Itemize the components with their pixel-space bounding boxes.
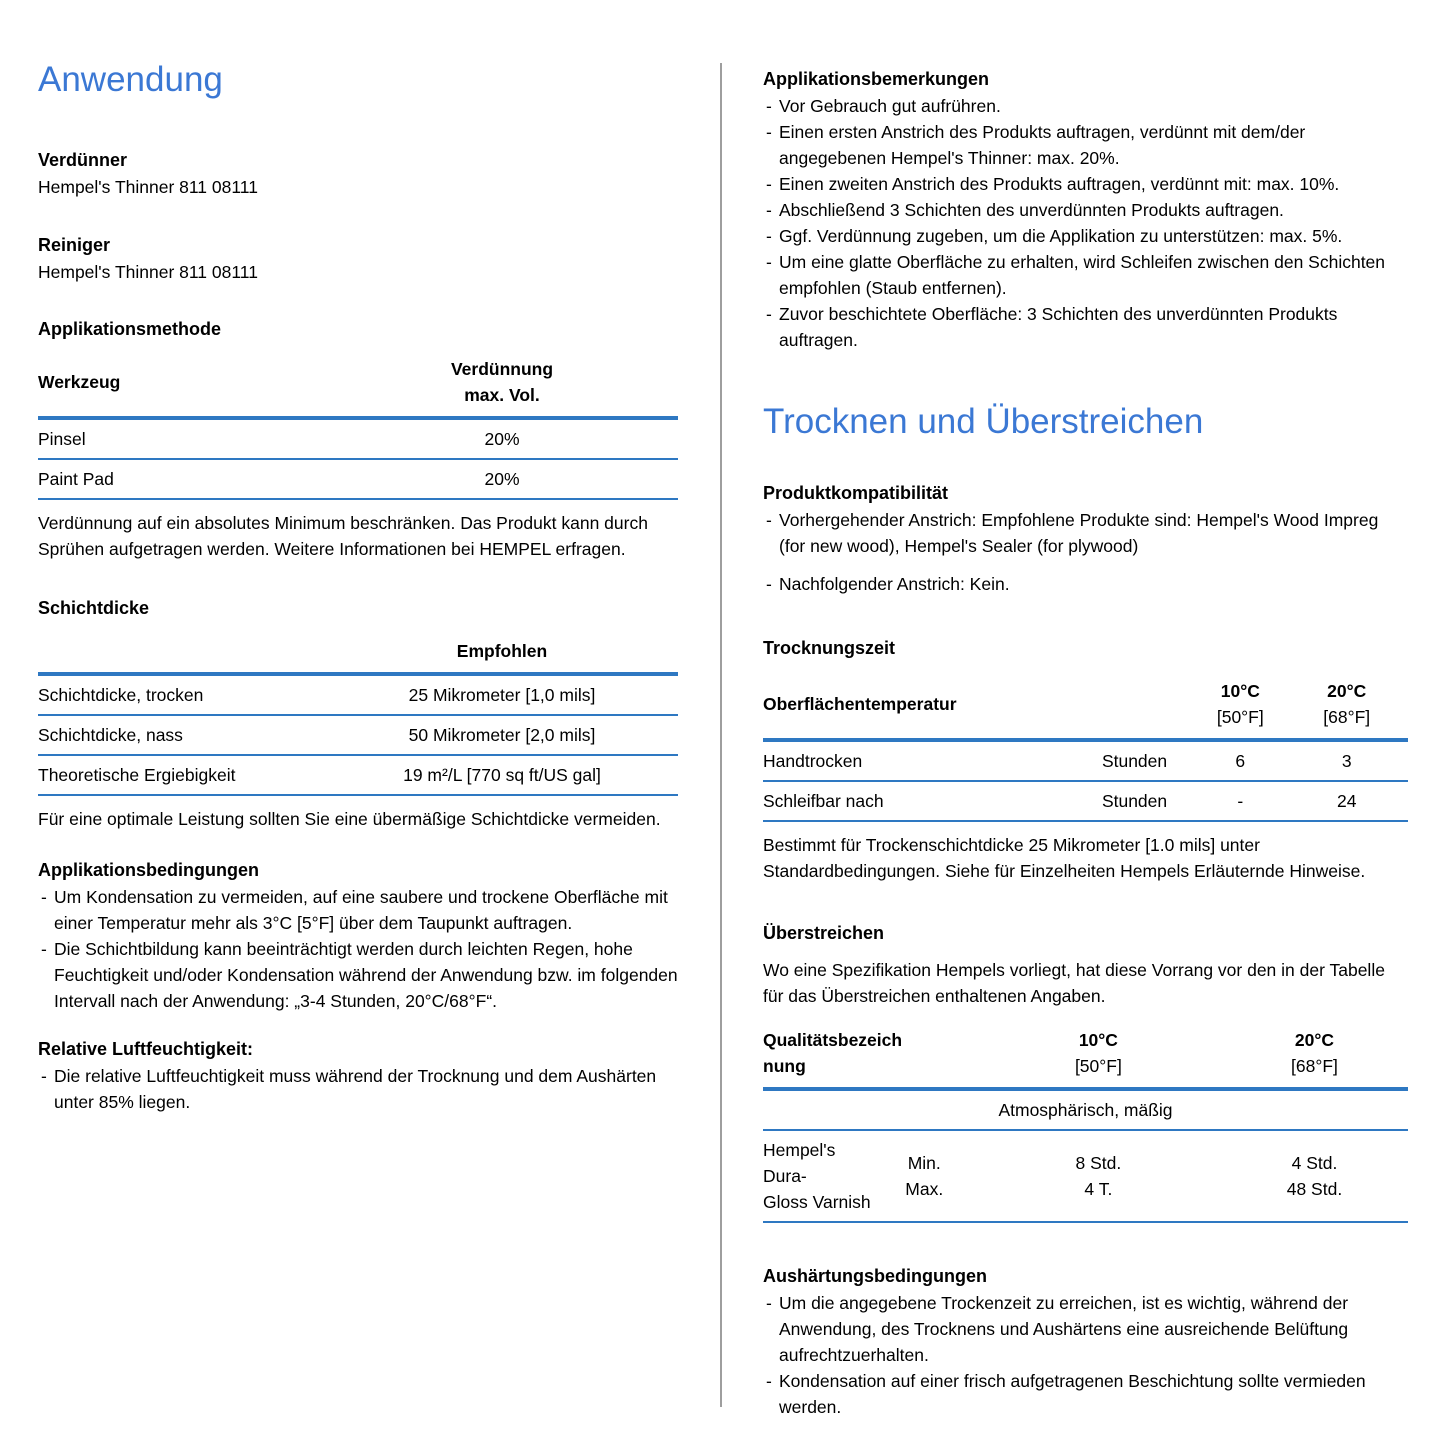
property-cell: Schleifbar nach — [763, 791, 884, 811]
bullet-marker: - — [766, 1293, 772, 1313]
unit-cell: Stunden — [1101, 791, 1168, 811]
application-method-table-header — [38, 352, 678, 420]
tool-cell: Paint Pad — [38, 469, 114, 489]
list-item: - Nachfolgender Anstrich: Kein. — [763, 571, 1408, 597]
bullet-marker: - — [766, 226, 772, 246]
value-10c-cell: 8 Std. 4 T. — [1075, 1153, 1122, 1199]
value-10c-cell: - — [1237, 791, 1244, 811]
drying-time-table — [763, 674, 1408, 822]
overcoating-table-header — [763, 1023, 1408, 1091]
bullet-marker: - — [766, 252, 772, 272]
thinner-block — [38, 147, 678, 201]
temp-20c-header: 20°C [68°F] — [1291, 1030, 1338, 1076]
bullet-marker: - — [766, 304, 772, 324]
value-cell: 25 Mikrometer [1,0 mils] — [408, 685, 596, 705]
column-divider — [720, 63, 722, 1407]
overcoating-heading: Überstreichen — [763, 923, 885, 943]
table-row — [38, 676, 678, 716]
cleaner-block — [38, 232, 678, 286]
film-thickness-table — [38, 634, 678, 796]
bullet-marker: - — [766, 1371, 772, 1391]
dilution-cell: 20% — [484, 469, 520, 489]
curing-conditions-heading: Aushärtungsbedingungen — [763, 1266, 987, 1286]
bullet-marker: - — [766, 574, 772, 594]
quality-name-header: Qualitätsbezeich nung — [763, 1030, 903, 1076]
bullet-marker: - — [766, 122, 772, 142]
drying-time-note: Bestimmt für Trockenschichtdicke 25 Mikrometer [1.0 mils] unter Standardbedingungen. Siehe für Einzelheiten Hempels Erläuternde Hinweise. — [763, 835, 1366, 881]
application-notes-heading: Applikationsbemerkungen — [763, 69, 990, 89]
temp-10c-header: 10°C [50°F] — [1074, 1030, 1122, 1076]
application-conditions-heading: Applikationsbedingungen — [38, 860, 259, 880]
application-method-table — [38, 352, 678, 500]
property-cell: Schichtdicke, nass — [38, 725, 183, 745]
dilution-note: Verdünnung auf ein absolutes Minimum beschränken. Das Produkt kann durch Sprühen aufgetragen werden. Weitere Informationen bei HEMPEL erfragen. — [38, 513, 648, 559]
value-20c-cell: 4 Std. 48 Std. — [1286, 1153, 1343, 1199]
bullet-marker: - — [41, 1066, 47, 1086]
surface-temperature-header: Oberflächentemperatur — [763, 694, 957, 714]
list-item: - Einen ersten Anstrich des Produkts auftragen, verdünnt mit dem/der angegebenen Hempel's Thinner: max. 20%. — [763, 119, 1408, 171]
value-20c-cell: 24 — [1336, 791, 1357, 811]
table-row — [763, 1131, 1408, 1223]
value-20c-cell: 3 — [1341, 751, 1352, 771]
table-row — [38, 460, 678, 500]
list-item: - Zuvor beschichtete Oberfläche: 3 Schichten des unverdünnten Produkts auftragen. — [763, 301, 1408, 353]
cleaner-value: Hempel's Thinner 811 08111 — [38, 262, 258, 282]
list-item: - Vor Gebrauch gut aufrühren. — [763, 93, 1408, 119]
bullet-marker: - — [41, 887, 47, 907]
cleaner-label: Reiniger — [38, 235, 111, 255]
list-item: - Um Kondensation zu vermeiden, auf eine saubere und trockene Oberfläche mit einer Temperatur mehr als 3°C [5°F] über dem Taupunkt auftragen. — [38, 884, 678, 936]
drying-time-table-header — [763, 674, 1408, 742]
product-name-cell: Hempel's Dura- Gloss Varnish — [763, 1140, 871, 1212]
section-heading-anwendung: Anwendung — [38, 60, 223, 99]
bullet-marker: - — [766, 510, 772, 530]
product-compatibility-list — [763, 507, 1408, 597]
table-row — [38, 756, 678, 796]
film-thickness-heading: Schichtdicke — [38, 598, 150, 618]
list-item: - Um die angegebene Trockenzeit zu erreichen, ist es wichtig, während der Anwendung, des Trocknens und Aushärtens eine ausreichende Belüftung aufrechtzuerhalten. — [763, 1290, 1408, 1368]
film-thickness-table-header — [38, 634, 678, 676]
application-method-heading: Applikationsmethode — [38, 319, 222, 339]
table-row — [38, 716, 678, 756]
value-cell: 50 Mikrometer [2,0 mils] — [408, 725, 596, 745]
atmosphere-label: Atmosphärisch, mäßig — [998, 1100, 1173, 1120]
film-thickness-note: Für eine optimale Leistung sollten Sie eine übermäßige Schichtdicke vermeiden. — [38, 809, 661, 829]
recommended-column-header: Empfohlen — [456, 641, 548, 661]
left-column — [38, 0, 678, 1115]
drying-time-heading: Trocknungszeit — [763, 638, 896, 658]
table-row — [763, 742, 1408, 782]
dilution-cell: 20% — [484, 429, 520, 449]
thinner-label: Verdünner — [38, 150, 128, 170]
humidity-list — [38, 1063, 678, 1115]
application-notes-list — [763, 93, 1408, 353]
bullet-marker: - — [41, 939, 47, 959]
table-row — [763, 782, 1408, 822]
overcoating-table — [763, 1023, 1408, 1223]
temp-10c-header: 10°C [50°F] — [1216, 681, 1264, 727]
value-10c-cell: 6 — [1235, 751, 1246, 771]
bullet-marker: - — [766, 96, 772, 116]
bullet-marker: - — [766, 174, 772, 194]
list-item: - Vorhergehender Anstrich: Empfohlene Produkte sind: Hempel's Wood Impreg (for new wood), Hempel's Sealer (for plywood) — [763, 507, 1408, 559]
list-item: - Abschließend 3 Schichten des unverdünnten Produkts auftragen. — [763, 197, 1408, 223]
list-item: - Einen zweiten Anstrich des Produkts auftragen, verdünnt mit: max. 10%. — [763, 171, 1408, 197]
property-cell: Handtrocken — [763, 751, 863, 771]
humidity-heading: Relative Luftfeuchtigkeit: — [38, 1039, 254, 1059]
property-cell: Schichtdicke, trocken — [38, 685, 204, 705]
unit-cell: Stunden — [1101, 751, 1168, 771]
dilution-column-header: Verdünnung max. Vol. — [450, 359, 554, 405]
atmosphere-row — [763, 1091, 1408, 1131]
bullet-marker: - — [766, 200, 772, 220]
thinner-value: Hempel's Thinner 811 08111 — [38, 177, 258, 197]
product-compatibility-heading: Produktkompatibilität — [763, 483, 949, 503]
list-item: - Ggf. Verdünnung zugeben, um die Applikation zu unterstützen: max. 5%. — [763, 223, 1408, 249]
list-item: - Die Schichtbildung kann beeinträchtigt werden durch leichten Regen, hohe Feuchtigkeit und/oder Kondensation während der Anwendung bzw. im folgenden Intervall nach der Anwendung: „3-4 Stunden, 20°C/68°F“. — [38, 936, 678, 1014]
list-item: - Kondensation auf einer frisch aufgetragenen Beschichtung sollte vermieden werden. — [763, 1368, 1408, 1420]
tool-column-header: Werkzeug — [38, 372, 121, 392]
temp-20c-header: 20°C [68°F] — [1323, 681, 1371, 727]
tool-cell: Pinsel — [38, 429, 86, 449]
minmax-cell: Min. Max. — [905, 1153, 944, 1199]
property-cell: Theoretische Ergiebigkeit — [38, 765, 236, 785]
section-heading-trocknen: Trocknen und Überstreichen — [763, 402, 1204, 441]
list-item: - Die relative Luftfeuchtigkeit muss während der Trocknung und dem Aushärten unter 85% liegen. — [38, 1063, 678, 1115]
value-cell: 19 m²/L [770 sq ft/US gal] — [403, 765, 601, 785]
curing-conditions-list — [763, 1290, 1408, 1420]
overcoating-intro: Wo eine Spezifikation Hempels vorliegt, hat diese Vorrang vor den in der Tabelle für das Überstreichen enthaltenen Angaben. — [763, 960, 1385, 1006]
right-column — [763, 0, 1408, 1420]
application-conditions-list — [38, 884, 678, 1014]
list-item: - Um eine glatte Oberfläche zu erhalten, wird Schleifen zwischen den Schichten empfohlen (Staub entfernen). — [763, 249, 1408, 301]
table-row — [38, 420, 678, 460]
